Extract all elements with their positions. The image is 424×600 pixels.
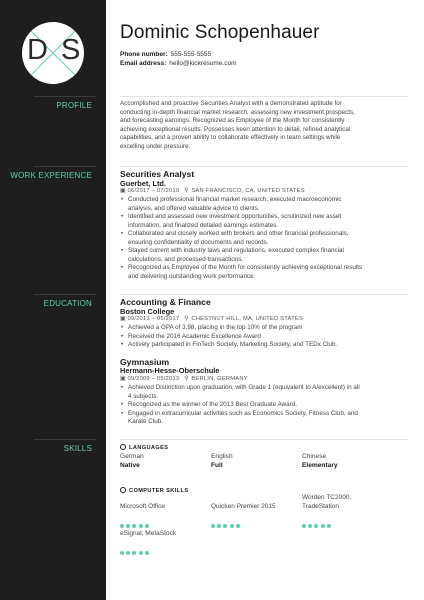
degree-title: Accounting & Finance <box>120 297 211 307</box>
job-location: SAN FRANCISCO, CA, UNITED STATES <box>191 188 305 194</box>
list-item: • Stayed current with industry laws and regulations, executed complex financial calculations, and processed transactions. <box>120 247 408 264</box>
rating-dot <box>230 524 234 528</box>
list-item: • Actively participated in FinTech Society, Marketing Society, and TEDx Club. <box>120 341 408 350</box>
degree-title: Gymnasium <box>120 357 170 367</box>
section-label-skills: SKILLS <box>0 444 92 453</box>
divider-profile <box>120 96 408 97</box>
skill-rating <box>302 515 333 520</box>
rating-dot <box>120 524 124 528</box>
job-dates: 06/2017 – 07/2019 <box>127 188 180 194</box>
profile-line: conducting in-depth financial market research, assessing new investment prospects, <box>120 108 355 116</box>
sidebar <box>0 0 106 600</box>
rating-dot <box>126 524 130 528</box>
rating-dot <box>302 524 306 528</box>
language-name: English <box>211 453 233 460</box>
phone-label: Phone number: <box>120 51 168 58</box>
education-bullets <box>120 384 408 427</box>
skill-rating <box>120 515 151 520</box>
language-level: Elementary <box>302 462 338 469</box>
divider-skills <box>120 439 408 440</box>
education-dates: 09/2009 – 05/2013 <box>127 376 180 382</box>
rating-dot <box>236 524 240 528</box>
divider-education <box>120 294 408 295</box>
languages-icon <box>120 444 126 450</box>
rating-dot <box>145 524 149 528</box>
monogram-logo <box>22 22 84 84</box>
rating-dot <box>139 524 143 528</box>
education-dates: 09/2013 – 05/2017 <box>127 316 180 322</box>
skill-name: Quicken Premier 2015 <box>211 503 276 510</box>
job-company: Guerbet, Ltd. <box>120 179 166 188</box>
list-item: • Achieved a GPA of 3.98, placing in the top 10% of the program <box>120 324 408 333</box>
email-label: Email address: <box>120 60 167 67</box>
profile-line: capabilities, and a proven ability to collaborate effectively in team settings while <box>120 134 341 142</box>
divider-work <box>120 166 408 167</box>
location-pin-icon: ⚲ <box>184 188 189 194</box>
computer-skills-icon <box>120 487 126 493</box>
list-item: • Conducted professional financial market research, executed macroeconomic analysis, and offered valuable advice to clients. <box>120 196 408 213</box>
skill-name: eSignal, MetaStock <box>120 530 177 537</box>
rating-dot <box>314 524 318 528</box>
rating-dot <box>211 524 215 528</box>
language-level: Full <box>211 462 223 469</box>
language-name: Chinese <box>302 453 327 460</box>
rating-dot <box>217 524 221 528</box>
profile-summary <box>120 100 410 152</box>
profile-line: Accomplished and proactive Securities Analyst with a demonstrated aptitude for <box>120 100 342 107</box>
language-name: German <box>120 453 144 460</box>
education-meta <box>120 316 303 322</box>
rating-dot <box>126 551 130 555</box>
job-bullets <box>120 196 408 281</box>
location-pin-icon: ⚲ <box>184 376 189 382</box>
email-value[interactable]: hello@kickresume.com <box>169 60 237 67</box>
skill-rating <box>120 542 151 547</box>
candidate-name: Dominic Schopenhauer <box>120 22 320 43</box>
calendar-icon: ▣ <box>120 376 126 382</box>
education-location: BERLIN, GERMANY <box>191 376 248 382</box>
location-pin-icon: ⚲ <box>184 316 189 322</box>
education-location: CHESTNUT HILL, MA, UNITED STATES <box>191 316 304 322</box>
calendar-icon: ▣ <box>120 188 126 194</box>
job-meta <box>120 188 305 194</box>
school-name: Hermann-Hesse-Oberschule <box>120 366 220 375</box>
rating-dot <box>308 524 312 528</box>
computer-skills-heading: COMPUTER SKILLS <box>120 487 188 494</box>
rating-dot <box>139 551 143 555</box>
rating-dot <box>327 524 331 528</box>
profile-line: and forecasting earnings. Recognized as Employee of the Month for consistently <box>120 117 345 125</box>
languages-heading: LANGUAGES <box>120 444 168 451</box>
rating-dot <box>223 524 227 528</box>
list-item: • Received the 2016 Academic Excellence Award <box>120 333 408 342</box>
skill-name: Microsoft Office <box>120 503 166 510</box>
skill-name: Worden TC2000, TradeStation <box>302 494 352 510</box>
profile-line: excelling under pressure. <box>120 142 191 150</box>
school-name: Boston College <box>120 307 175 316</box>
language-level: Native <box>120 462 140 469</box>
rating-dot <box>120 551 124 555</box>
section-label-education: EDUCATION <box>0 299 92 308</box>
profile-line: achieving exceptional results. Possesses keen attention to detail, refined analytical <box>120 125 351 133</box>
list-item: • Recognized as Employee of the Month for consistently achieving exceptional results and delivering outstanding work performance. <box>120 264 408 281</box>
skill-rating <box>211 515 242 520</box>
list-item: • Identified and assessed new investment opportunities, scrutinized new asset information, and finalized detailed earnings estimates. <box>120 213 408 230</box>
logo-letter-left: D <box>27 34 48 66</box>
calendar-icon: ▣ <box>120 316 126 322</box>
list-item: • Recognized as the winner of the 2013 Best Graduate Award. <box>120 401 408 410</box>
education-meta <box>120 376 248 382</box>
phone-row <box>120 51 211 58</box>
rating-dot <box>321 524 325 528</box>
list-item: • Engaged in extracurricular activities such as Economics Society, Fitness Club, and Karate Club. <box>120 410 408 427</box>
section-label-work: WORK EXPERIENCE <box>0 171 92 180</box>
section-label-profile: PROFILE <box>0 101 92 110</box>
list-item: • Achieved Distinction upon graduation, with Grade 1 (equivalent to A/excellent) in all 4 subjects. <box>120 384 408 401</box>
logo-letter-right: S <box>61 34 81 66</box>
education-bullets <box>120 324 408 350</box>
rating-dot <box>132 524 136 528</box>
rating-dot <box>145 551 149 555</box>
list-item: • Collaborated and closely worked with brokers and other financial professionals, ensuring confidentiality of documents and records. <box>120 230 408 247</box>
email-row <box>120 60 237 67</box>
rating-dot <box>132 551 136 555</box>
phone-value[interactable]: 555-555-5555 <box>170 51 212 58</box>
job-title: Securities Analyst <box>120 169 195 179</box>
